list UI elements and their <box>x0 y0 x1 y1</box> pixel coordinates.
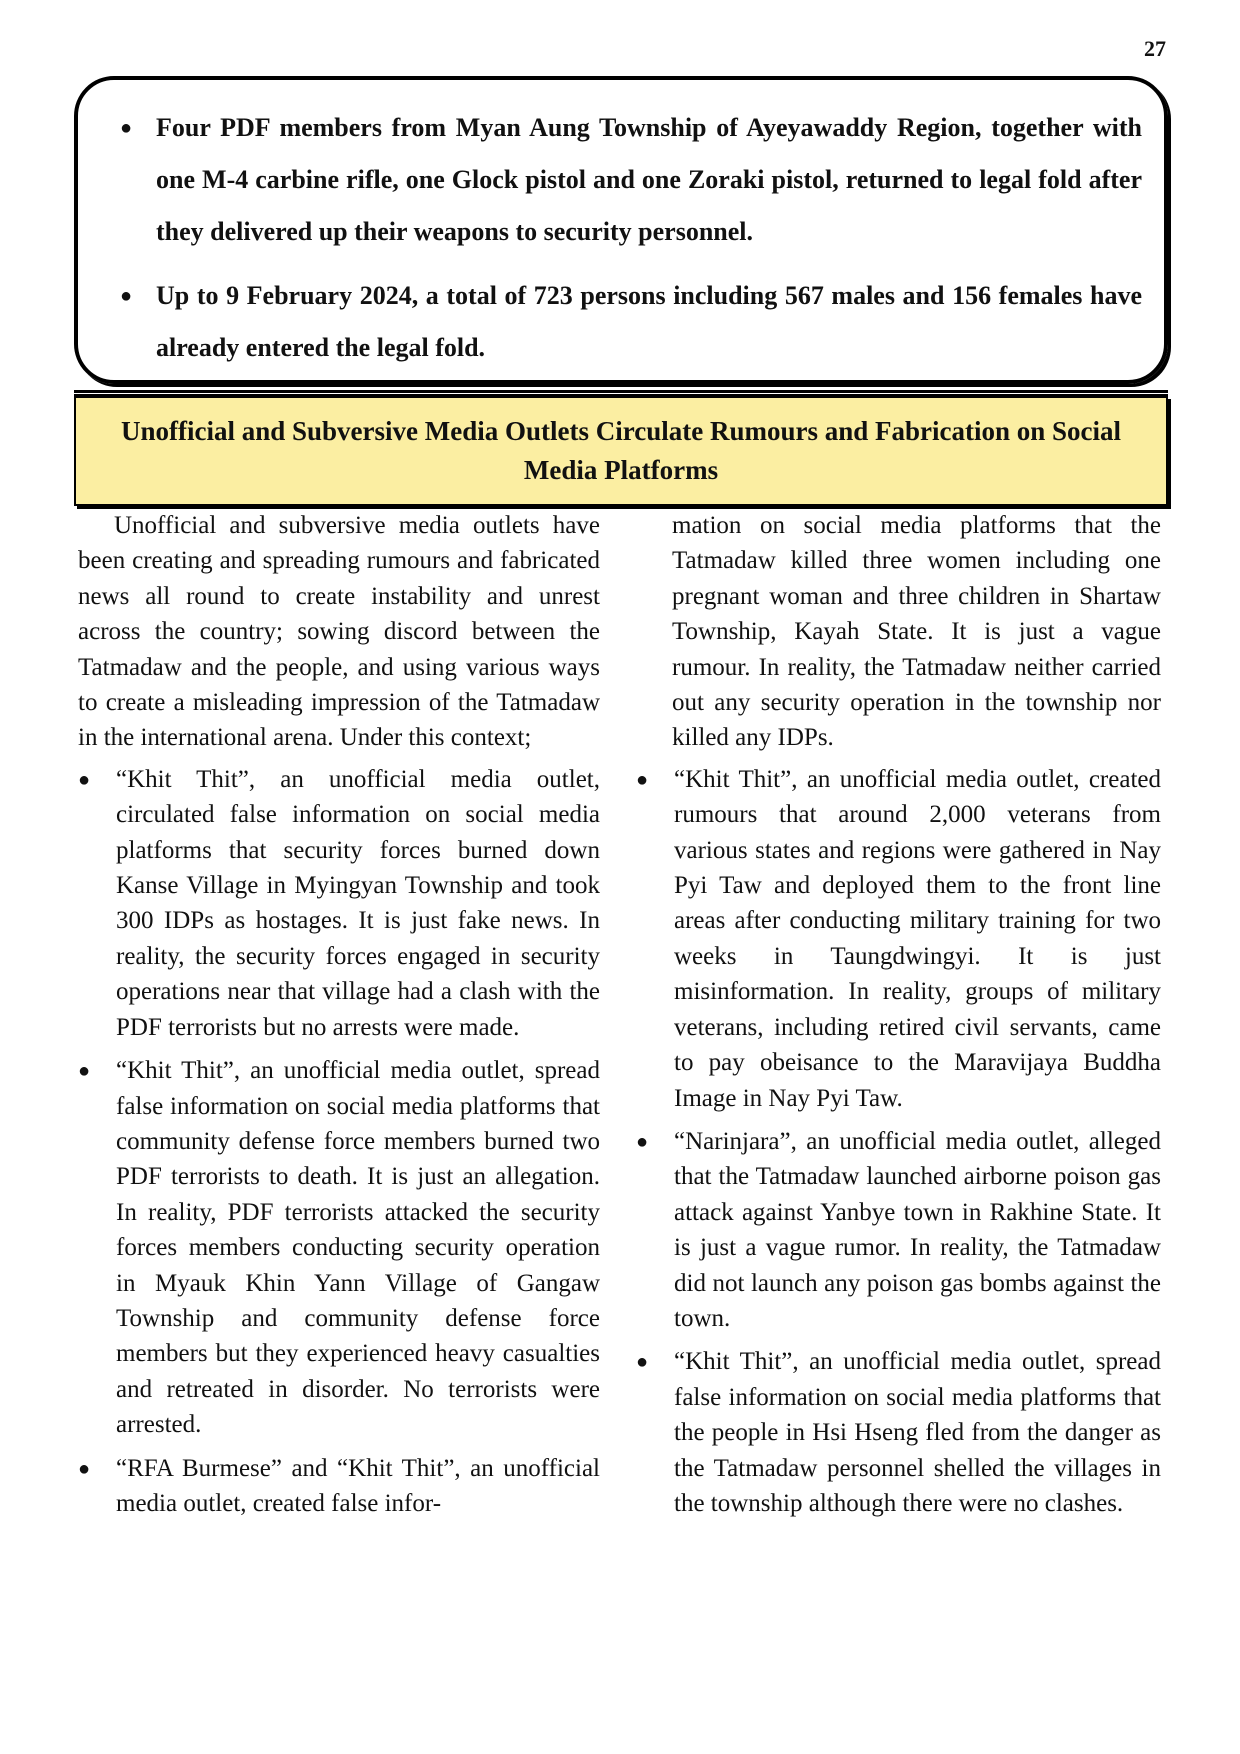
right-bullet-list <box>636 762 1161 1522</box>
bullet-icon: ● <box>78 1060 91 1083</box>
headline-box <box>74 396 1168 506</box>
list-item <box>636 1344 1161 1521</box>
bullet-icon: ● <box>78 768 91 791</box>
list-item-text: “Khit Thit”, an unofficial media outlet, circulated false information on social media platforms that security forces burned down Kanse Village in Myingyan Township and took 300 IDPs as hostages. It is just fake news. In reality, the security forces engaged in security operations near that village had a clash with the PDF terrorists but no arrests were made. <box>116 765 600 1041</box>
summary-box <box>74 76 1168 384</box>
bullet-icon: ● <box>78 1457 91 1480</box>
continued-paragraph: mation on social media platforms that the Tatmadaw killed three women including one pregnant woman and three children in Shartaw Township, Kayah State. It is just a vague rumour. In reality, the Tatmadaw neither carried out any security operation in the township nor killed any IDPs. <box>672 512 1161 752</box>
summary-item <box>100 270 1142 374</box>
article-headline: Unofficial and Subversive Media Outlets Circulate Rumours and Fabrication on Social Media Platforms <box>120 416 1122 485</box>
left-bullet-list <box>78 762 600 1522</box>
bullet-icon: ● <box>636 1351 649 1374</box>
bullet-icon: ● <box>120 117 133 139</box>
bullet-icon: ● <box>636 1130 649 1153</box>
list-item <box>78 1451 600 1522</box>
bullet-icon: ● <box>636 768 649 791</box>
list-item-text: “Narinjara”, an unofficial media outlet, alleged that the Tatmadaw launched airborne poison gas attack against Yanbye town in Rakhine State. It is just a vague rumor. In reality, the Tatmadaw did not launch any poison gas bombs against the town. <box>674 1127 1161 1332</box>
summary-list <box>78 80 1164 374</box>
list-item-text: “Khit Thit”, an unofficial media outlet, spread false information on social media platforms that community defense force members burned two PDF terrorists to death. It is just an allegation. In reality, PDF terrorists attacked the security forces members conducting security operation in Myauk Khin Yann Village of Gangaw Township and community defense force members but they experienced heavy casualties and retreated in disorder. No terrorists were arrested. <box>116 1057 600 1439</box>
summary-item <box>100 102 1142 258</box>
bullet-icon: ● <box>120 285 133 307</box>
article-intro: Unofficial and subversive media outlets have been creating and spreading rumours and fabricated news all round to create instability and unrest across the country; sowing discord between the Tatmadaw and the people, and using various ways to create a misleading impression of the Tatmadaw in the international arena. Under this context; <box>78 512 600 752</box>
list-item-text: “Khit Thit”, an unofficial media outlet, created rumours that around 2,000 veterans from various states and regions were gathered in Nay Pyi Taw and deployed them to the front line areas after conducting military training for two weeks in Taungdwingyi. It is just misinformation. In reality, groups of military veterans, including retired civil servants, came to pay obeisance to the Maravijaya Buddha Image in Nay Pyi Taw. <box>674 765 1161 1112</box>
summary-item-text: Up to 9 February 2024, a total of 723 persons including 567 males and 156 females have already entered the legal fold. <box>156 281 1142 362</box>
summary-item-text: Four PDF members from Myan Aung Township of Ayeyawaddy Region, together with one M-4 carbine rifle, one Glock pistol and one Zoraki pistol, returned to legal fold after they delivered up their weapons to security personnel. <box>156 113 1142 246</box>
list-item <box>636 762 1161 1116</box>
list-item <box>636 1124 1161 1336</box>
right-column <box>636 508 1161 1529</box>
page-number: 27 <box>1144 36 1166 61</box>
list-item-text: “RFA Burmese” and “Khit Thit”, an unofficial media outlet, created false infor- <box>116 1454 600 1517</box>
list-item <box>78 1053 600 1442</box>
list-item-text: “Khit Thit”, an unofficial media outlet, spread false information on social media platforms that the people in Hsi Hseng fled from the danger as the Tatmadaw personnel shelled the villages in the township although there were no clashes. <box>674 1348 1161 1517</box>
list-item <box>78 762 600 1045</box>
left-column <box>78 508 600 1529</box>
